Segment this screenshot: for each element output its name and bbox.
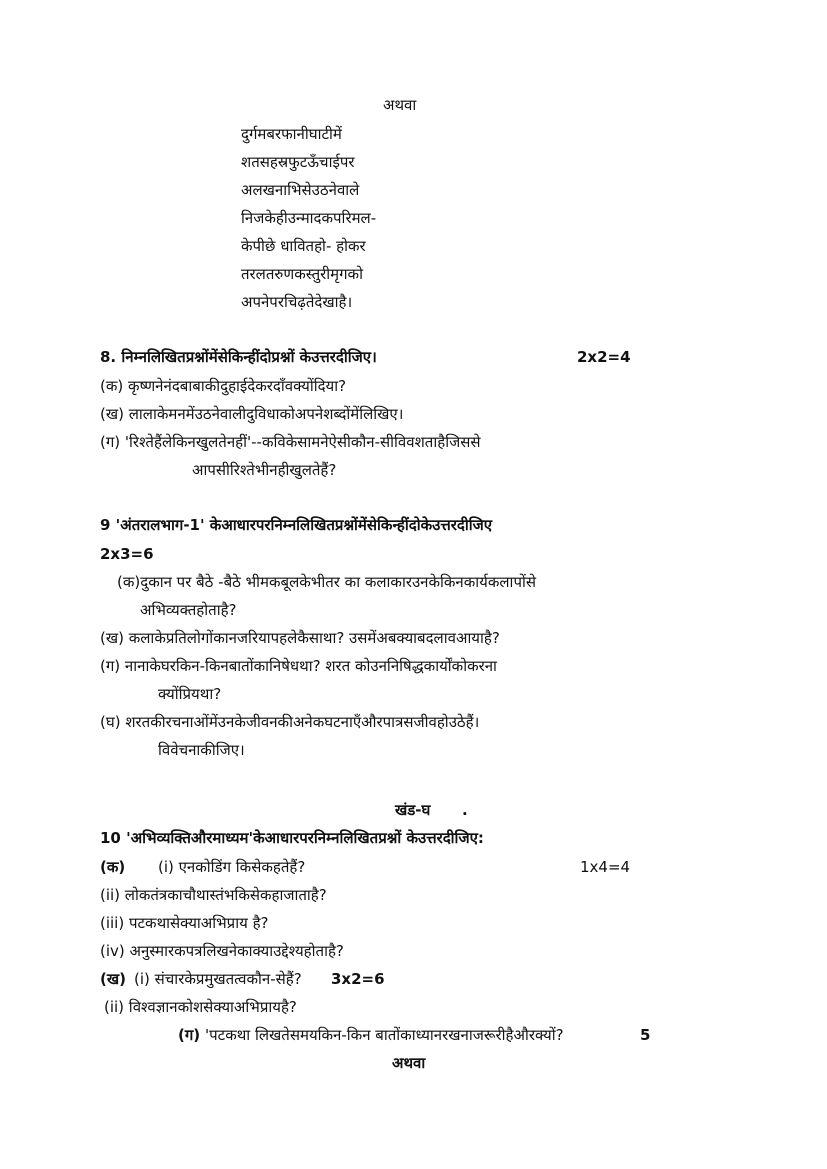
q10-heading: 10 'अभिव्यक्तिऔरमाध्यम'केआधारपरनिम्नलिखितप्रश्नों केउत्तरदीजिए: — [100, 829, 484, 847]
q10-item: (ii) लोकतंत्रकाचौथास्तंभकिसेकहाजाताहै? — [100, 886, 327, 904]
q10-ka-label: (क) — [100, 858, 126, 876]
q9-marks: 2x3=6 — [100, 545, 154, 563]
q9-item-cont: विवेचनाकीजिए। — [158, 741, 245, 759]
q8-item: (ग) 'रिश्तेहैंलेकिनखुलतेनहीं'--कविकेसामनेऐसीकौन-सीविवशताहैजिससे — [100, 433, 481, 451]
q10-kha-marks: 3x2=6 — [331, 970, 385, 988]
q10-item: (i) संचारकेप्रमुखतत्वकौन-सेहैं? — [134, 970, 302, 988]
poem-line: अपनेपरचिढ़तेदेखाहै। — [241, 293, 353, 311]
q8-item: (ख) लालाकेमनमेंउठनेवालीदुविधाकोअपनेशब्दोंमेंलिखिए। — [100, 405, 404, 423]
section-title: खंड-घ — [395, 801, 431, 819]
section-dot: . — [462, 801, 468, 819]
q9-item: (ग) नानाकेघरकिन-किनबातोंकानिषेधथा? शरत कोउननिषिद्धकार्योंकोकरना — [100, 657, 497, 675]
poem-line: शतसहस्रफुटऊँचाईपर — [241, 153, 355, 171]
q10-item: (ii) विश्वज्ञानकोशसेक्याअभिप्रायहै? — [104, 998, 297, 1016]
q10-ga-marks: 5 — [640, 1026, 651, 1044]
q10-item: (iii) पटकथासेक्याअभिप्राय है? — [100, 914, 269, 932]
q10-item: 'पटकथा लिखतेसमयकिन-किन बातोंकाध्यानरखनाजरूरीहैऔरक्यों? — [205, 1026, 564, 1044]
q9-item: (ख) कलाकेप्रतिलोगोंकानजरियापहलेकैसाथा? उसमेंअबक्याबदलावआयाहै? — [100, 629, 500, 647]
q9-heading: 9 'अंतरालभाग-1' केआधारपरनिम्नलिखितप्रश्नोंमेंसेकिन्हींदोकेउत्तरदीजिए — [100, 516, 493, 534]
q9-item-cont: अभिव्यक्तहोताहै? — [140, 601, 237, 619]
athva-bottom: अथवा — [392, 1054, 426, 1072]
q8-heading: 8. निम्नलिखितप्रश्नोंमेंसेकिन्हींदोप्रश्नों केउत्तरदीजिए। — [100, 348, 377, 366]
q9-item: (क)दुकान पर बैठे -बैठे भीमकबूलकेभीतर का कलाकारउनकेकिनकार्यकलापोंसे — [117, 573, 536, 591]
poem-line: निजकेहीउन्मादकपरिमल- — [241, 209, 377, 227]
poem-line: केपीछे धावितहो- होकर — [241, 237, 366, 255]
q9-item-cont: क्योंप्रियथा? — [158, 685, 222, 703]
poem-line: तरलतरुणकस्तुरीमृगको — [241, 265, 363, 283]
q10-kha-label: (ख) — [100, 970, 126, 988]
q10-ga-label: (ग) — [178, 1026, 201, 1044]
q10-item: (i) एनकोडिंग किसेकहतेहैं? — [158, 858, 306, 876]
q10-item: (iv) अनुस्मारकपत्रलिखनेकाक्याउद्देश्यहोताहै? — [100, 942, 344, 960]
poem-line: अलखनाभिसेउठनेवाले — [241, 181, 360, 199]
q8-item-cont: आपसीरिश्तेभीनहीखुलतेहैं? — [192, 461, 337, 479]
athva-top: अथवा — [383, 96, 417, 114]
q9-item: (घ) शरतकीरचनाओंमेंउनकेजीवनकीअनेकघटनाएँऔरपात्रसजीवहोउठेहैं। — [100, 713, 480, 731]
poem-line: दुर्गमबरफानीघाटीमें — [241, 125, 342, 143]
q8-item: (क) कृष्णनेनंदबाबाकीदुहाईदेकरदाँवक्योंदिया? — [100, 377, 347, 395]
q8-marks: 2x2=4 — [577, 348, 631, 366]
q10-ka-marks: 1x4=4 — [580, 858, 631, 876]
